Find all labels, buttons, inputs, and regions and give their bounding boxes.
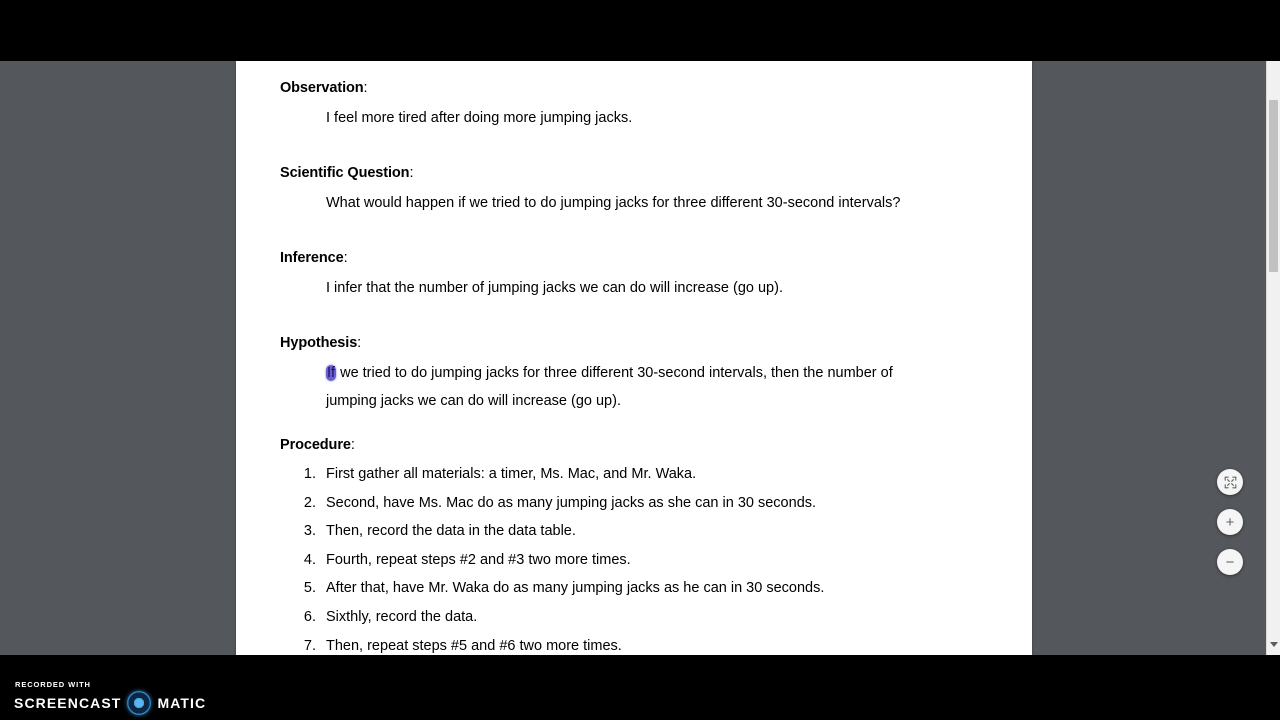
hypothesis-text-rest: we tried to do jumping jacks for three different 30-second intervals, then the number of bbox=[336, 364, 893, 381]
procedure-heading-colon: : bbox=[350, 436, 355, 453]
section-observation bbox=[280, 81, 988, 125]
hypothesis-heading bbox=[280, 336, 988, 351]
spacer bbox=[280, 295, 988, 336]
minus-icon: − bbox=[1225, 553, 1235, 571]
letterbox-top bbox=[0, 0, 1280, 61]
observation-heading-text: Observation bbox=[280, 80, 364, 96]
inference-heading bbox=[280, 251, 988, 266]
hypothesis-text-line-2: jumping jacks we can do will increase (go up). bbox=[326, 393, 621, 409]
inference-heading-colon: : bbox=[343, 250, 348, 266]
watermark-brand-left: SCREENCAST bbox=[14, 695, 122, 711]
inference-heading-text: Inference bbox=[280, 250, 344, 266]
list-item: Fourth, repeat steps #2 and #3 two more times. bbox=[326, 551, 631, 568]
hypothesis-heading-text: Hypothesis bbox=[280, 335, 358, 351]
zoom-out-button[interactable] bbox=[1217, 549, 1243, 575]
highlighted-word[interactable]: If bbox=[327, 364, 336, 381]
spacer bbox=[280, 96, 988, 111]
watermark-recorded-with: RECORDED WITH bbox=[15, 680, 91, 689]
scroll-down-arrow-icon[interactable] bbox=[1270, 642, 1278, 647]
watermark-brand-right: MATIC bbox=[157, 695, 207, 711]
observation-heading bbox=[280, 81, 988, 96]
section-hypothesis bbox=[280, 336, 988, 409]
screencast-watermark bbox=[14, 680, 206, 715]
watermark-brand bbox=[14, 691, 206, 715]
spacer bbox=[280, 125, 988, 166]
list-item: After that, have Mr. Waka do as many jumping jacks as he can in 30 seconds. bbox=[326, 580, 825, 597]
spacer bbox=[280, 351, 988, 366]
scientific-question-heading-text: Scientific Question bbox=[280, 165, 410, 181]
observation-heading-colon: : bbox=[363, 80, 368, 96]
scientific-question-heading bbox=[280, 166, 988, 181]
spacer bbox=[280, 409, 988, 438]
viewer-controls bbox=[1217, 469, 1243, 575]
fit-to-page-icon bbox=[1217, 469, 1243, 495]
list-item: Then, record the data in the data table. bbox=[326, 523, 576, 540]
procedure-heading-text: Procedure bbox=[280, 436, 351, 453]
list-item: First gather all materials: a timer, Ms. Mac, and Mr. Waka. bbox=[326, 466, 697, 482]
procedure-list bbox=[280, 460, 988, 655]
section-inference bbox=[280, 251, 988, 295]
spacer bbox=[280, 181, 988, 196]
scientific-question-heading-colon: : bbox=[409, 165, 414, 181]
scientific-question-text: What would happen if we tried to do jumping jacks for three different 30-second intervals? bbox=[326, 194, 901, 211]
list-item: Sixthly, record the data. bbox=[326, 608, 478, 625]
section-scientific-question bbox=[280, 166, 988, 210]
spacer bbox=[280, 210, 988, 251]
plus-icon: + bbox=[1225, 513, 1235, 531]
document-content bbox=[236, 61, 1032, 655]
vertical-scrollbar[interactable] bbox=[1266, 61, 1280, 655]
zoom-in-button[interactable] bbox=[1217, 509, 1243, 535]
inference-text: I infer that the number of jumping jacks we can do will increase (go up). bbox=[326, 279, 783, 296]
observation-text: I feel more tired after doing more jumping jacks. bbox=[326, 109, 633, 126]
scrollbar-thumb[interactable] bbox=[1269, 100, 1278, 272]
document-page bbox=[236, 61, 1032, 655]
list-item: Second, have Ms. Mac do as many jumping jacks as she can in 30 seconds. bbox=[326, 494, 817, 511]
procedure-heading bbox=[280, 438, 988, 453]
hypothesis-text-line-1 bbox=[280, 366, 988, 381]
list-item: Then, repeat steps #5 and #6 two more times. bbox=[326, 637, 622, 654]
fit-to-page-button[interactable] bbox=[1217, 469, 1243, 495]
screencast-o-matic-logo-icon bbox=[127, 691, 151, 715]
spacer bbox=[280, 380, 988, 394]
section-procedure bbox=[280, 438, 988, 656]
spacer bbox=[280, 452, 988, 460]
document-viewer bbox=[0, 61, 1280, 655]
spacer bbox=[280, 266, 988, 281]
hypothesis-heading-colon: : bbox=[357, 335, 362, 351]
